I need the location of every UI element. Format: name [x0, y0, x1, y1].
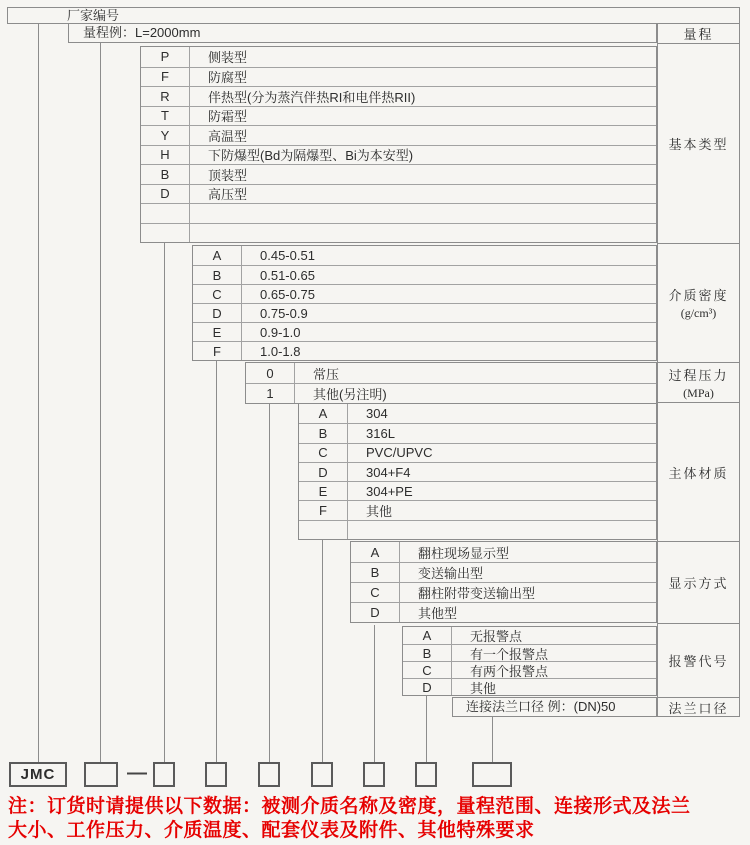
option-desc: 无报警点	[470, 629, 523, 644]
option-row	[141, 203, 656, 223]
drop-line-7	[374, 625, 375, 762]
order-note-line-1: 注：订货时请提供以下数据：被测介质名称及密度，量程范围、连接形式及法兰	[8, 796, 691, 817]
option-desc: 侧装型	[208, 50, 248, 66]
category-label-basic-type	[658, 43, 739, 243]
option-code: R	[141, 87, 190, 106]
option-desc: 0.45-0.51	[260, 248, 315, 263]
code-box-range	[84, 762, 118, 787]
drop-line-9	[492, 717, 493, 762]
option-desc: 防腐型	[208, 70, 248, 86]
option-row	[403, 661, 656, 678]
option-row	[193, 284, 656, 303]
code-box-3	[258, 762, 280, 787]
option-desc: 其他型	[418, 606, 458, 621]
option-code: D	[351, 603, 400, 622]
option-desc: 有两个报警点	[470, 663, 549, 679]
category-label-column	[657, 23, 740, 717]
option-desc: 高压型	[208, 187, 248, 203]
code-box-5	[363, 762, 385, 787]
option-row	[299, 404, 656, 423]
order-note	[8, 795, 748, 843]
option-code	[299, 521, 348, 539]
model-prefix: JMC	[20, 766, 56, 783]
option-row	[403, 678, 656, 695]
option-code: C	[351, 583, 400, 602]
option-desc: 0.51-0.65	[260, 267, 315, 283]
option-row	[403, 627, 656, 644]
category-label-text: 法兰口径	[668, 700, 729, 716]
option-row	[351, 582, 656, 602]
option-code: C	[193, 285, 242, 303]
option-row	[351, 602, 656, 622]
option-row	[141, 86, 656, 106]
option-desc: 常压	[313, 366, 340, 382]
option-desc: 顶装型	[208, 167, 248, 183]
category-label-alarm-code	[658, 623, 739, 697]
code-box-6	[415, 762, 437, 787]
option-row	[141, 164, 656, 184]
option-desc: 0.65-0.75	[260, 286, 315, 302]
option-code: 0	[246, 363, 295, 383]
category-label-text: 显示方式	[668, 576, 729, 591]
category-label-text: 过程压力	[668, 367, 729, 383]
category-label-body-material	[658, 402, 739, 541]
option-desc: 防霜型	[208, 109, 248, 125]
option-block-alarm-code	[402, 626, 657, 696]
option-row	[141, 223, 656, 243]
code-box-2	[205, 762, 227, 787]
option-desc: 304+F4	[366, 464, 411, 480]
option-desc: 有一个报警点	[470, 646, 549, 662]
option-row	[141, 145, 656, 165]
option-desc: 变送输出型	[418, 566, 484, 581]
category-label-unit: (MPa)	[683, 385, 714, 400]
option-row	[351, 562, 656, 582]
option-desc: 316L	[366, 425, 395, 441]
category-label-text: 主体材质	[668, 465, 729, 481]
option-code: 1	[246, 384, 295, 403]
drop-line-6	[322, 540, 323, 762]
option-desc: 其他	[470, 680, 497, 696]
option-row	[299, 443, 656, 462]
option-desc: 翻柱现场显示型	[418, 545, 510, 561]
option-code: D	[141, 185, 190, 204]
option-row	[141, 106, 656, 126]
model-separator: —	[127, 762, 147, 784]
option-row	[246, 383, 656, 403]
option-code	[141, 204, 190, 223]
option-code	[141, 224, 190, 243]
option-row	[193, 322, 656, 341]
option-desc: 0.75-0.9	[260, 305, 308, 321]
model-prefix-box	[9, 762, 67, 787]
option-row	[193, 341, 656, 360]
option-row	[193, 303, 656, 322]
drop-line-3	[164, 243, 165, 762]
option-desc: 304+PE	[366, 483, 413, 499]
code-box-1	[153, 762, 175, 787]
option-code: B	[193, 266, 242, 284]
option-desc: 高温型	[208, 128, 248, 144]
code-box-4	[311, 762, 333, 787]
option-desc: 304	[366, 406, 388, 422]
option-code: B	[403, 645, 452, 661]
option-row	[299, 481, 656, 500]
category-label-process-pressure	[658, 362, 739, 402]
category-label-text: 基本类型	[668, 137, 729, 152]
option-code: B	[351, 563, 400, 582]
option-row	[351, 542, 656, 562]
option-row	[299, 423, 656, 442]
option-desc: 其他(另注明)	[313, 387, 387, 402]
option-row	[141, 67, 656, 87]
flange-size-row	[452, 697, 657, 717]
option-block-body-material	[298, 403, 657, 540]
option-row	[141, 184, 656, 204]
option-desc: 伴热型(分为蒸汽伴热RI和电伴热RII)	[208, 89, 416, 105]
option-code: F	[141, 68, 190, 87]
option-block-process-pressure	[245, 362, 657, 404]
category-label-text: 量程	[683, 27, 714, 42]
option-row	[141, 125, 656, 145]
category-label-medium-density	[658, 243, 739, 362]
flange-size-label: 连接法兰口径 例：(DN)50	[466, 699, 616, 714]
option-row	[141, 47, 656, 67]
option-code: A	[299, 404, 348, 423]
category-label-unit: (g/cm³)	[680, 306, 717, 320]
option-row	[403, 644, 656, 661]
option-code: A	[351, 542, 400, 562]
option-code: A	[403, 627, 452, 644]
option-code: D	[403, 679, 452, 695]
range-example-label: 量程例：L=2000mm	[83, 25, 201, 40]
factory-number-label: 厂家编号	[67, 8, 120, 23]
option-desc: PVC/UPVC	[366, 445, 433, 461]
option-code: C	[299, 444, 348, 462]
option-block-medium-density	[192, 245, 657, 361]
category-label-flange	[658, 697, 739, 716]
code-box-flange	[472, 762, 512, 787]
order-note-line-2: 大小、工作压力、介质温度、配套仪表及附件、其他特殊要求	[8, 820, 535, 841]
drop-line-1	[38, 23, 39, 762]
category-label-display-mode	[658, 541, 739, 623]
option-code: E	[193, 323, 242, 341]
option-desc: 翻柱附带变送输出型	[418, 586, 536, 601]
range-example-row	[68, 23, 657, 43]
category-label-text: 介质密度	[668, 288, 729, 303]
option-row	[299, 462, 656, 481]
option-code: P	[141, 47, 190, 67]
option-row	[193, 265, 656, 284]
option-code: A	[193, 246, 242, 265]
option-code: B	[141, 165, 190, 184]
option-code: Y	[141, 126, 190, 145]
drop-line-2	[100, 43, 101, 762]
option-code: F	[193, 342, 242, 360]
category-label-text: 报警代号	[668, 654, 729, 669]
drop-line-8	[426, 696, 427, 762]
option-row	[299, 520, 656, 539]
factory-number-row	[7, 7, 740, 24]
option-code: D	[299, 463, 348, 481]
option-desc: 1.0-1.8	[260, 343, 301, 359]
drop-line-5	[269, 404, 270, 762]
category-label-range	[658, 24, 739, 43]
option-code: C	[403, 662, 452, 678]
option-block-display-mode	[350, 541, 657, 623]
option-desc: 其他	[366, 504, 393, 520]
option-code: D	[193, 304, 242, 322]
drop-line-4	[216, 361, 217, 762]
option-code: E	[299, 482, 348, 500]
option-desc: 0.9-1.0	[260, 324, 301, 340]
option-code: B	[299, 424, 348, 442]
option-row	[193, 246, 656, 265]
option-code: H	[141, 146, 190, 165]
option-code: F	[299, 501, 348, 519]
option-block-basic-type	[140, 46, 657, 243]
option-desc: 下防爆型(Bd为隔爆型、Bi为本安型)	[208, 148, 414, 164]
option-code: T	[141, 107, 190, 126]
option-row	[299, 500, 656, 519]
option-row	[246, 363, 656, 383]
